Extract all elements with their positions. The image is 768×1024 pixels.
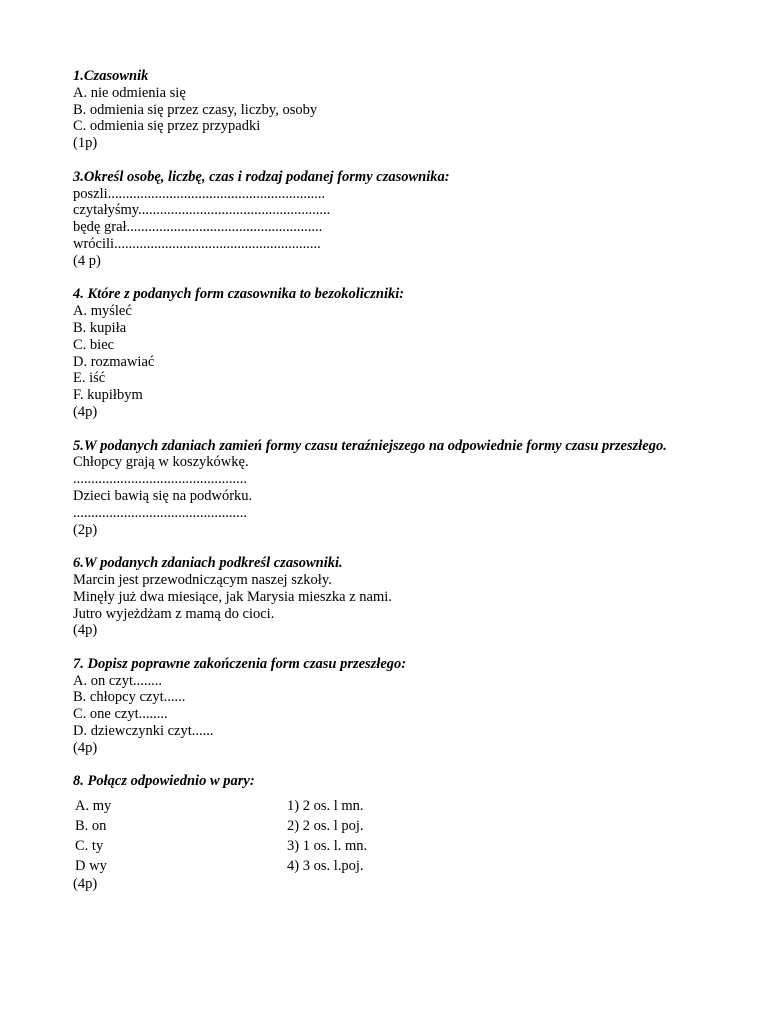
question-1-option-a: A. nie odmienia się bbox=[73, 84, 186, 101]
question-4-option-f: F. kupiłbym bbox=[73, 387, 143, 404]
pair-row bbox=[73, 796, 673, 816]
question-3-item-2: czytałyśmy..................................................... bbox=[73, 202, 331, 219]
question-4-option-a: A. myśleć bbox=[73, 303, 132, 320]
question-5-sentence-1: Chłopcy grają w koszykówkę. bbox=[73, 454, 249, 471]
question-4-option-e: E. iść bbox=[73, 370, 106, 387]
question-6-sentence-3: Jutro wyjeżdżam z mamą do cioci. bbox=[73, 605, 275, 622]
pair-row bbox=[73, 816, 673, 836]
question-5 bbox=[73, 438, 673, 539]
question-4-points: (4p) bbox=[73, 403, 98, 420]
question-5-points: (2p) bbox=[73, 521, 98, 538]
question-5-sentence-2: Dzieci bawią się na podwórku. bbox=[73, 487, 253, 504]
question-8 bbox=[73, 773, 673, 893]
question-7-option-d: D. dziewczynki czyt...... bbox=[73, 723, 214, 740]
pair-row bbox=[73, 836, 673, 856]
question-1-option-c: C. odmienia się przez przypadki bbox=[73, 118, 261, 135]
question-3-item-1: poszli............................................................ bbox=[73, 185, 326, 202]
question-3 bbox=[73, 169, 673, 270]
question-6 bbox=[73, 555, 673, 639]
question-8-points: (4p) bbox=[73, 876, 98, 893]
pair-left-item: C. ty bbox=[75, 838, 104, 855]
question-7-title: 7. Dopisz poprawne zakończenia form czasu przeszłego: bbox=[73, 655, 407, 672]
question-7-option-b: B. chłopcy czyt...... bbox=[73, 689, 186, 706]
question-3-item-3: będę grał...................................................... bbox=[73, 219, 323, 236]
question-6-sentence-1: Marcin jest przewodniczącym naszej szkoły. bbox=[73, 571, 332, 588]
question-4-option-d: D. rozmawiać bbox=[73, 353, 155, 370]
question-4 bbox=[73, 286, 673, 420]
question-7-points: (4p) bbox=[73, 739, 98, 756]
question-3-item-4: wrócili......................................................... bbox=[73, 235, 321, 252]
question-1 bbox=[73, 68, 673, 152]
question-5-answer-line-2: ................................................ bbox=[73, 504, 247, 521]
pair-row bbox=[73, 856, 673, 876]
question-4-title: 4. Które z podanych form czasownika to bezokoliczniki: bbox=[73, 286, 405, 303]
question-1-title: 1.Czasownik bbox=[73, 68, 149, 84]
question-6-sentence-2: Minęły już dwa miesiące, jak Marysia mieszka z nami. bbox=[73, 588, 392, 605]
question-4-option-c: C. biec bbox=[73, 336, 115, 353]
question-1-option-b: B. odmienia się przez czasy, liczby, osoby bbox=[73, 101, 318, 118]
question-1-points: (1p) bbox=[73, 135, 98, 152]
question-6-points: (4p) bbox=[73, 622, 98, 639]
question-4-option-b: B. kupiła bbox=[73, 319, 127, 336]
question-7-option-a: A. on czyt........ bbox=[73, 672, 162, 689]
pair-left-item: A. my bbox=[75, 798, 112, 815]
pair-right-item: 1) 2 os. l mn. bbox=[287, 798, 364, 815]
question-6-title: 6.W podanych zdaniach podkreśl czasowniki. bbox=[73, 555, 343, 572]
question-3-title: 3.Określ osobę, liczbę, czas i rodzaj podanej formy czasownika: bbox=[73, 168, 450, 185]
pair-right-item: 3) 1 os. l. mn. bbox=[287, 838, 368, 855]
question-3-points: (4 p) bbox=[73, 252, 101, 269]
question-7-option-c: C. one czyt........ bbox=[73, 706, 168, 723]
question-5-answer-line-1: ................................................ bbox=[73, 471, 247, 488]
question-8-title: 8. Połącz odpowiednio w pary: bbox=[73, 773, 255, 790]
question-7 bbox=[73, 656, 673, 757]
pair-left-item: B. on bbox=[75, 818, 107, 835]
pair-left-item: D wy bbox=[75, 858, 107, 875]
pair-right-item: 2) 2 os. l poj. bbox=[287, 818, 364, 835]
pairs-table bbox=[73, 796, 673, 876]
question-5-title: 5.W podanych zdaniach zamień formy czasu teraźniejszego na odpowiednie formy czasu przeszłego. bbox=[73, 437, 667, 454]
pair-right-item: 4) 3 os. l.poj. bbox=[287, 858, 364, 875]
worksheet bbox=[73, 68, 673, 910]
